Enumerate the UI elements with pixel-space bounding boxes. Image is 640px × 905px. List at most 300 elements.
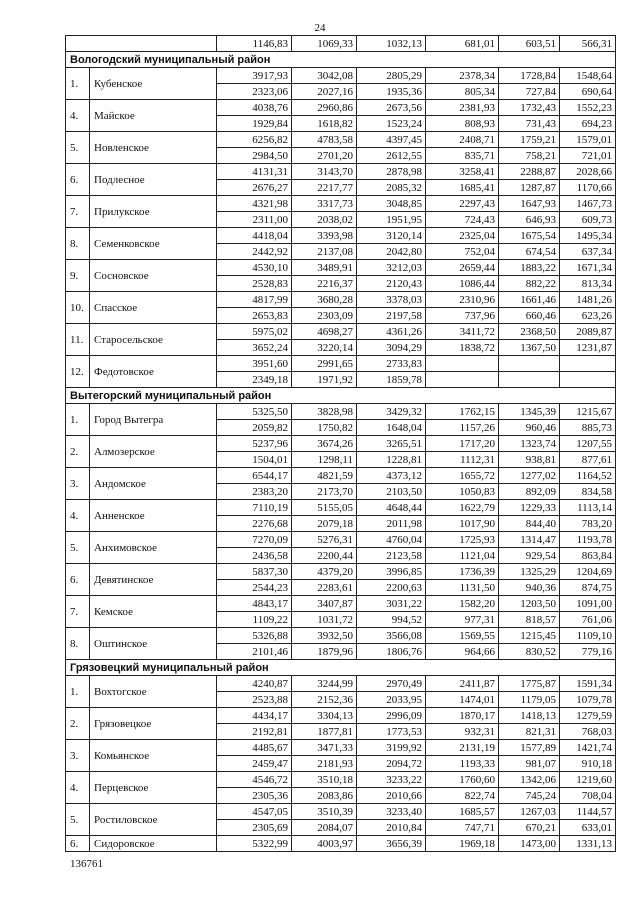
value-cell: 932,31: [426, 724, 499, 740]
value-cell: 1685,57: [426, 804, 499, 820]
value-cell: 2544,23: [217, 580, 292, 596]
row-number: 4.: [66, 500, 90, 532]
value-cell: 2094,72: [357, 756, 426, 772]
value-cell: 3566,08: [357, 628, 426, 644]
value-cell: 3917,93: [217, 68, 292, 84]
value-cell: 637,34: [560, 244, 616, 260]
value-cell: 1548,64: [560, 68, 616, 84]
settlement-name: Сосновское: [90, 260, 217, 292]
value-cell: 4530,10: [217, 260, 292, 276]
value-cell: 1146,83: [217, 36, 292, 52]
row-number: 8.: [66, 228, 90, 260]
value-cell: 1279,59: [560, 708, 616, 724]
settlement-name: Федотовское: [90, 356, 217, 388]
value-cell: 2042,80: [357, 244, 426, 260]
settlement-name: Прилукское: [90, 196, 217, 228]
value-cell: 1622,79: [426, 500, 499, 516]
value-cell: 1203,50: [499, 596, 560, 612]
value-cell: 2010,84: [357, 820, 426, 836]
value-cell: 805,34: [426, 84, 499, 100]
value-cell: 3680,28: [292, 292, 357, 308]
value-cell: 1838,72: [426, 340, 499, 356]
value-cell: 1219,60: [560, 772, 616, 788]
value-cell: 1109,22: [217, 612, 292, 628]
value-cell: 2137,08: [292, 244, 357, 260]
value-cell: 1342,06: [499, 772, 560, 788]
value-cell: 2297,43: [426, 196, 499, 212]
section-header-row: [66, 388, 616, 404]
value-cell: 3317,73: [292, 196, 357, 212]
table-row: [66, 356, 616, 372]
value-cell: 745,24: [499, 788, 560, 804]
value-cell: 2996,09: [357, 708, 426, 724]
document-code: 136761: [70, 858, 103, 870]
table-row: [66, 164, 616, 180]
value-cell: 3656,39: [357, 836, 426, 852]
value-cell: 2378,34: [426, 68, 499, 84]
value-cell: 3407,87: [292, 596, 357, 612]
settlement-name: Кемское: [90, 596, 217, 628]
value-cell: 2033,95: [357, 692, 426, 708]
table-row: [66, 132, 616, 148]
value-cell: 1728,84: [499, 68, 560, 84]
row-number: 11.: [66, 324, 90, 356]
settlement-name: Оштинское: [90, 628, 217, 660]
row-number: 3.: [66, 468, 90, 500]
value-cell: 2192,81: [217, 724, 292, 740]
value-cell: 1345,39: [499, 404, 560, 420]
value-cell: 2101,46: [217, 644, 292, 660]
value-cell: 910,18: [560, 756, 616, 772]
value-cell: 2038,02: [292, 212, 357, 228]
settlement-name: Майское: [90, 100, 217, 132]
value-cell: 1762,15: [426, 404, 499, 420]
value-cell: 3510,39: [292, 804, 357, 820]
row-number: 4.: [66, 100, 90, 132]
value-cell: 2010,66: [357, 788, 426, 804]
value-cell: 1577,89: [499, 740, 560, 756]
value-cell: 2676,27: [217, 180, 292, 196]
table-row: [66, 676, 616, 692]
value-cell: 603,51: [499, 36, 560, 52]
row-number: 3.: [66, 740, 90, 772]
value-cell: 1207,55: [560, 436, 616, 452]
value-cell: 940,36: [499, 580, 560, 596]
value-cell: [499, 356, 560, 372]
value-cell: 1323,74: [499, 436, 560, 452]
row-number: 1.: [66, 676, 90, 708]
value-cell: 830,52: [499, 644, 560, 660]
value-cell: 5322,99: [217, 836, 292, 852]
value-cell: 1579,01: [560, 132, 616, 148]
value-cell: 4821,59: [292, 468, 357, 484]
value-cell: 1504,01: [217, 452, 292, 468]
value-cell: 2383,20: [217, 484, 292, 500]
value-cell: 1144,57: [560, 804, 616, 820]
value-cell: 1091,00: [560, 596, 616, 612]
empty-cell: [66, 36, 217, 52]
value-cell: 2059,82: [217, 420, 292, 436]
value-cell: 882,22: [499, 276, 560, 292]
value-cell: 4361,26: [357, 324, 426, 340]
value-cell: 7270,09: [217, 532, 292, 548]
row-number: 8.: [66, 628, 90, 660]
value-cell: 752,04: [426, 244, 499, 260]
row-number: 12.: [66, 356, 90, 388]
value-cell: 1591,34: [560, 676, 616, 692]
value-cell: 3199,92: [357, 740, 426, 756]
settlement-name: Вохтогское: [90, 676, 217, 708]
value-cell: 2733,83: [357, 356, 426, 372]
table-row: [66, 196, 616, 212]
value-cell: 1079,78: [560, 692, 616, 708]
value-cell: 4760,04: [357, 532, 426, 548]
table-row: [66, 628, 616, 644]
value-cell: 2173,70: [292, 484, 357, 500]
value-cell: 2276,68: [217, 516, 292, 532]
value-cell: 3048,85: [357, 196, 426, 212]
value-cell: 3143,70: [292, 164, 357, 180]
value-cell: 670,21: [499, 820, 560, 836]
table-row: [66, 836, 616, 852]
value-cell: 4434,17: [217, 708, 292, 724]
value-cell: 877,61: [560, 452, 616, 468]
value-cell: 2659,44: [426, 260, 499, 276]
value-cell: 5237,96: [217, 436, 292, 452]
value-cell: 1655,72: [426, 468, 499, 484]
value-cell: 1717,20: [426, 436, 499, 452]
value-cell: 3471,33: [292, 740, 357, 756]
row-number: 9.: [66, 260, 90, 292]
value-cell: 2083,86: [292, 788, 357, 804]
value-cell: 1032,13: [357, 36, 426, 52]
value-cell: 3233,22: [357, 772, 426, 788]
value-cell: 2984,50: [217, 148, 292, 164]
value-cell: 1647,93: [499, 196, 560, 212]
value-cell: 977,31: [426, 612, 499, 628]
value-cell: 2305,69: [217, 820, 292, 836]
value-cell: 1331,13: [560, 836, 616, 852]
value-cell: 2084,07: [292, 820, 357, 836]
settlement-name: Анхимовское: [90, 532, 217, 564]
value-cell: 2131,19: [426, 740, 499, 756]
value-cell: 1017,90: [426, 516, 499, 532]
value-cell: 758,21: [499, 148, 560, 164]
value-cell: 3393,98: [292, 228, 357, 244]
value-cell: 3120,14: [357, 228, 426, 244]
section-header-row: [66, 52, 616, 68]
row-number: 5.: [66, 532, 90, 564]
value-cell: 1732,43: [499, 100, 560, 116]
value-cell: 1031,72: [292, 612, 357, 628]
value-cell: 2436,58: [217, 548, 292, 564]
value-cell: 1725,93: [426, 532, 499, 548]
value-cell: 2408,71: [426, 132, 499, 148]
row-number: 2.: [66, 436, 90, 468]
value-cell: 737,96: [426, 308, 499, 324]
table-row: [66, 596, 616, 612]
value-cell: 690,64: [560, 84, 616, 100]
table-row: [66, 532, 616, 548]
value-cell: 808,93: [426, 116, 499, 132]
row-number: 10.: [66, 292, 90, 324]
value-cell: 4843,17: [217, 596, 292, 612]
value-cell: 3652,24: [217, 340, 292, 356]
value-cell: 3304,13: [292, 708, 357, 724]
value-cell: 3220,14: [292, 340, 357, 356]
row-number: 1.: [66, 68, 90, 100]
row-number: 7.: [66, 196, 90, 228]
value-cell: 1806,76: [357, 644, 426, 660]
value-cell: 1473,00: [499, 836, 560, 852]
settlement-name: Грязовецкое: [90, 708, 217, 740]
value-cell: 835,71: [426, 148, 499, 164]
value-cell: 674,54: [499, 244, 560, 260]
value-cell: 660,46: [499, 308, 560, 324]
table-row: [66, 260, 616, 276]
value-cell: 3244,99: [292, 676, 357, 692]
value-cell: 1267,03: [499, 804, 560, 820]
settlement-name: Девятинское: [90, 564, 217, 596]
value-cell: 6256,82: [217, 132, 292, 148]
value-cell: 964,66: [426, 644, 499, 660]
value-cell: 2027,16: [292, 84, 357, 100]
value-cell: 779,16: [560, 644, 616, 660]
value-cell: 5975,02: [217, 324, 292, 340]
value-cell: 2085,32: [357, 180, 426, 196]
value-cell: 4418,04: [217, 228, 292, 244]
table-row: [66, 36, 616, 52]
value-cell: 2079,18: [292, 516, 357, 532]
settlement-name: Кубенское: [90, 68, 217, 100]
value-cell: 5325,50: [217, 404, 292, 420]
value-cell: 1113,14: [560, 500, 616, 516]
value-cell: 1367,50: [499, 340, 560, 356]
value-cell: 1736,39: [426, 564, 499, 580]
value-cell: 1773,53: [357, 724, 426, 740]
value-cell: 4397,45: [357, 132, 426, 148]
value-cell: 694,23: [560, 116, 616, 132]
settlement-name: Подлесное: [90, 164, 217, 196]
value-cell: 1325,29: [499, 564, 560, 580]
value-cell: 1170,66: [560, 180, 616, 196]
value-cell: 1661,46: [499, 292, 560, 308]
table-row: [66, 564, 616, 580]
value-cell: 3031,22: [357, 596, 426, 612]
value-cell: 2216,37: [292, 276, 357, 292]
value-cell: 1467,73: [560, 196, 616, 212]
value-cell: 721,01: [560, 148, 616, 164]
value-cell: 609,73: [560, 212, 616, 228]
value-cell: 3932,50: [292, 628, 357, 644]
value-cell: 3411,72: [426, 324, 499, 340]
value-cell: 4547,05: [217, 804, 292, 820]
value-cell: 1971,92: [292, 372, 357, 388]
value-cell: [560, 372, 616, 388]
value-cell: 2970,49: [357, 676, 426, 692]
row-number: 5.: [66, 804, 90, 836]
section-title: Вытегорский муниципальный район: [66, 388, 616, 404]
value-cell: 2960,86: [292, 100, 357, 116]
value-cell: 2305,36: [217, 788, 292, 804]
table-row: [66, 324, 616, 340]
value-cell: 2459,47: [217, 756, 292, 772]
value-cell: 681,01: [426, 36, 499, 52]
value-cell: 1879,96: [292, 644, 357, 660]
value-cell: 646,93: [499, 212, 560, 228]
value-cell: 1314,47: [499, 532, 560, 548]
value-cell: 1759,21: [499, 132, 560, 148]
value-cell: 1523,24: [357, 116, 426, 132]
value-cell: 844,40: [499, 516, 560, 532]
value-cell: 708,04: [560, 788, 616, 804]
settlement-name: Андомское: [90, 468, 217, 500]
value-cell: 2701,20: [292, 148, 357, 164]
section-title: Вологодский муниципальный район: [66, 52, 616, 68]
value-cell: 4003,97: [292, 836, 357, 852]
value-cell: 834,58: [560, 484, 616, 500]
value-cell: 5837,30: [217, 564, 292, 580]
value-cell: 3265,51: [357, 436, 426, 452]
value-cell: 1086,44: [426, 276, 499, 292]
value-cell: 1179,05: [499, 692, 560, 708]
value-cell: 4038,76: [217, 100, 292, 116]
value-cell: 5276,31: [292, 532, 357, 548]
value-cell: 4648,44: [357, 500, 426, 516]
value-cell: 1131,50: [426, 580, 499, 596]
value-cell: 1929,84: [217, 116, 292, 132]
settlement-name: Новленское: [90, 132, 217, 164]
value-cell: 1109,10: [560, 628, 616, 644]
value-cell: 5155,05: [292, 500, 357, 516]
value-cell: 1685,41: [426, 180, 499, 196]
settlement-name: Анненское: [90, 500, 217, 532]
value-cell: 2523,88: [217, 692, 292, 708]
settlement-name: Город Вытегра: [90, 404, 217, 436]
value-cell: 3510,18: [292, 772, 357, 788]
table-row: [66, 772, 616, 788]
tariff-table: [65, 35, 616, 852]
value-cell: 2197,58: [357, 308, 426, 324]
value-cell: 2878,98: [357, 164, 426, 180]
row-number: 6.: [66, 836, 90, 852]
value-cell: 4379,20: [292, 564, 357, 580]
value-cell: 818,57: [499, 612, 560, 628]
value-cell: 2283,61: [292, 580, 357, 596]
settlement-name: Ростиловское: [90, 804, 217, 836]
value-cell: [560, 356, 616, 372]
table-row: [66, 404, 616, 420]
value-cell: 2303,09: [292, 308, 357, 324]
value-cell: 633,01: [560, 820, 616, 836]
value-cell: 1164,52: [560, 468, 616, 484]
value-cell: 892,09: [499, 484, 560, 500]
table-row: [66, 468, 616, 484]
value-cell: 2411,87: [426, 676, 499, 692]
tariff-table-container: [65, 35, 615, 852]
value-cell: 3094,29: [357, 340, 426, 356]
value-cell: 2325,04: [426, 228, 499, 244]
value-cell: 783,20: [560, 516, 616, 532]
value-cell: 1750,82: [292, 420, 357, 436]
value-cell: [426, 356, 499, 372]
table-row: [66, 708, 616, 724]
value-cell: 727,84: [499, 84, 560, 100]
table-row: [66, 100, 616, 116]
settlement-name: Перцевское: [90, 772, 217, 804]
value-cell: 7110,19: [217, 500, 292, 516]
value-cell: 2381,93: [426, 100, 499, 116]
value-cell: 1969,18: [426, 836, 499, 852]
value-cell: 1050,83: [426, 484, 499, 500]
value-cell: [499, 372, 560, 388]
settlement-name: Семенковское: [90, 228, 217, 260]
table-row: [66, 804, 616, 820]
value-cell: 4698,27: [292, 324, 357, 340]
value-cell: 874,75: [560, 580, 616, 596]
value-cell: 1760,60: [426, 772, 499, 788]
value-cell: 2311,00: [217, 212, 292, 228]
settlement-name: Сидоровское: [90, 836, 217, 852]
value-cell: 2103,50: [357, 484, 426, 500]
value-cell: 3996,85: [357, 564, 426, 580]
value-cell: 3951,60: [217, 356, 292, 372]
value-cell: 938,81: [499, 452, 560, 468]
row-number: 6.: [66, 164, 90, 196]
row-number: 7.: [66, 596, 90, 628]
value-cell: 4485,67: [217, 740, 292, 756]
value-cell: 1775,87: [499, 676, 560, 692]
value-cell: 2123,58: [357, 548, 426, 564]
value-cell: 2349,18: [217, 372, 292, 388]
row-number: 4.: [66, 772, 90, 804]
value-cell: 1569,55: [426, 628, 499, 644]
value-cell: 3042,08: [292, 68, 357, 84]
value-cell: 768,03: [560, 724, 616, 740]
value-cell: 1481,26: [560, 292, 616, 308]
value-cell: 1157,26: [426, 420, 499, 436]
section-header-row: [66, 660, 616, 676]
value-cell: 2217,77: [292, 180, 357, 196]
value-cell: 1870,17: [426, 708, 499, 724]
value-cell: 2991,65: [292, 356, 357, 372]
table-row: [66, 500, 616, 516]
value-cell: 1883,22: [499, 260, 560, 276]
value-cell: 2200,63: [357, 580, 426, 596]
value-cell: 2288,87: [499, 164, 560, 180]
value-cell: 4546,72: [217, 772, 292, 788]
value-cell: 747,71: [426, 820, 499, 836]
value-cell: 821,31: [499, 724, 560, 740]
value-cell: 4783,58: [292, 132, 357, 148]
value-cell: 2528,83: [217, 276, 292, 292]
value-cell: 2368,50: [499, 324, 560, 340]
value-cell: 623,26: [560, 308, 616, 324]
value-cell: 2310,96: [426, 292, 499, 308]
value-cell: 1215,45: [499, 628, 560, 644]
value-cell: 1671,34: [560, 260, 616, 276]
value-cell: 6544,17: [217, 468, 292, 484]
value-cell: 1552,23: [560, 100, 616, 116]
value-cell: 4373,12: [357, 468, 426, 484]
value-cell: [426, 372, 499, 388]
row-number: 1.: [66, 404, 90, 436]
value-cell: 5326,88: [217, 628, 292, 644]
value-cell: 929,54: [499, 548, 560, 564]
settlement-name: Спасское: [90, 292, 217, 324]
value-cell: 2673,56: [357, 100, 426, 116]
value-cell: 1231,87: [560, 340, 616, 356]
